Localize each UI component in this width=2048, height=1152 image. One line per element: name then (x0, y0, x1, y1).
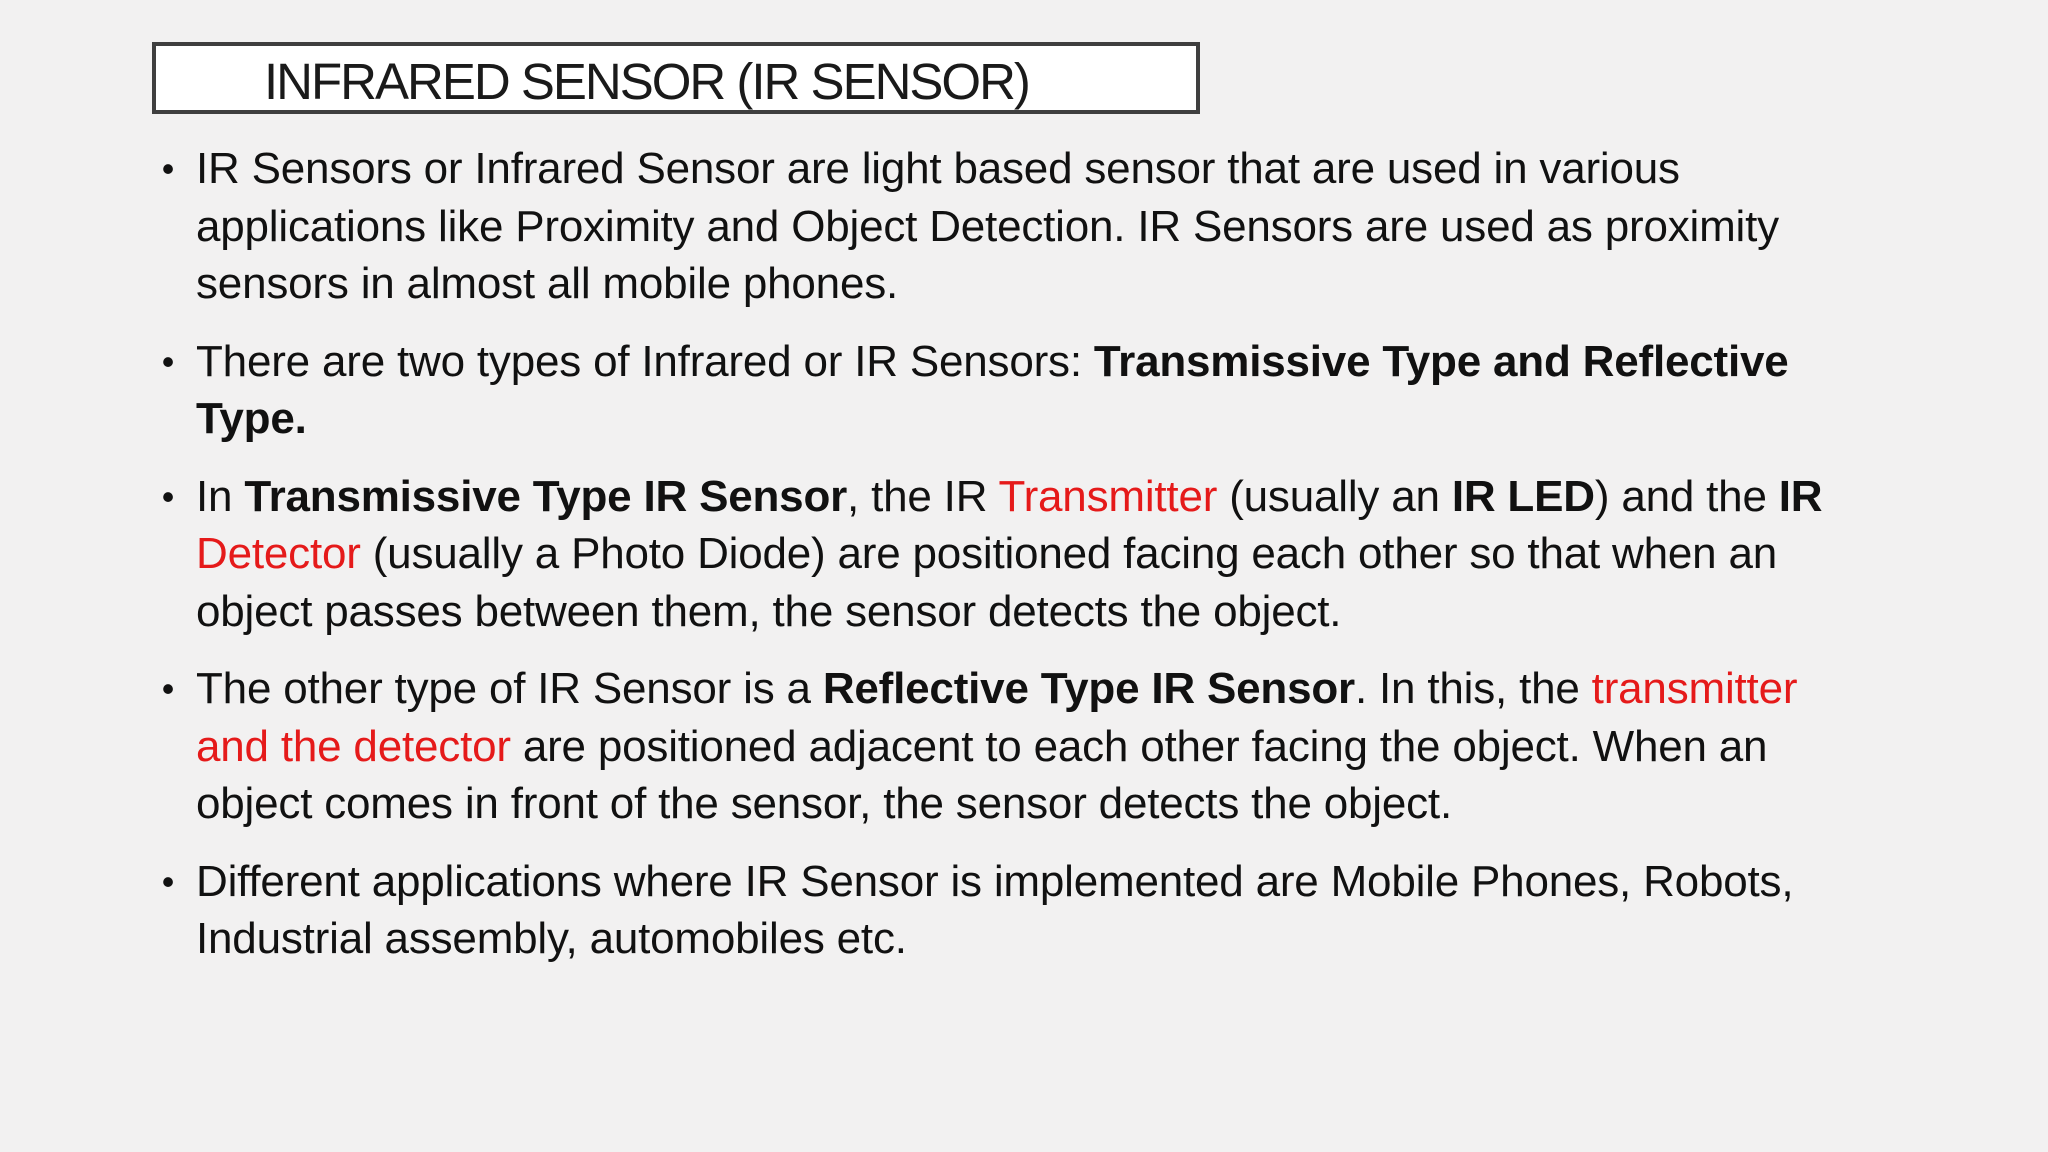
bullet-text: Different applications where IR Sensor is implemented are Mobile Phones, Robots, Industrial assembly, automobiles etc. (196, 856, 1794, 963)
bullet-list (152, 140, 1872, 988)
bullet-marker: • (161, 340, 175, 382)
bullet-text: There are two types of Infrared or IR Sensors: (196, 336, 1094, 386)
bullet-marker: • (161, 860, 175, 902)
bullet-text: . In this, the (1354, 664, 1592, 713)
bullet-text-bold: Transmissive Type and Reflective Type. (196, 336, 1789, 443)
bullet-marker: • (161, 668, 175, 709)
bullet-item (152, 468, 1872, 641)
bullet-text-highlight: Detector (196, 529, 361, 578)
bullet-text: are positioned adjacent to each other facing the object. When an object comes in front of the sensor, the sensor detects the object. (196, 721, 1768, 828)
bullet-item (152, 660, 1872, 833)
bullet-item (152, 853, 1872, 968)
bullet-item (152, 333, 1872, 448)
bullet-text-bold: Transmissive Type IR Sensor (244, 471, 848, 521)
bullet-text-bold: IR LED (1451, 471, 1595, 521)
bullet-text: In (196, 471, 245, 521)
title-box (152, 42, 1200, 114)
bullet-text-bold: IR (1778, 471, 1823, 521)
bullet-text: (usually an (1217, 471, 1452, 521)
slide-title: INFRARED SENSOR (IR SENSOR) (264, 53, 1029, 110)
bullet-text: ) and the (1594, 471, 1779, 521)
bullet-text: IR Sensors or Infrared Sensor are light based sensor that are used in various applications like Proximity and Object Detection. IR Sensors are used as proximity sensors in almost all mobile phones. (196, 144, 1779, 308)
bullet-text: The other type of IR Sensor is a (196, 664, 823, 713)
bullet-text-bold: Reflective Type IR Sensor (822, 664, 1355, 713)
bullet-text-highlight: transmitter and the detector (196, 664, 1798, 771)
bullet-item (152, 140, 1872, 313)
bullet-marker: • (161, 148, 175, 189)
bullet-text-highlight: Transmitter (998, 471, 1218, 521)
bullet-text: (usually a Photo Diode) are positioned facing each other so that when an object passes between them, the sensor detects the object. (196, 529, 1778, 636)
bullet-text: , the IR (847, 471, 999, 521)
bullet-marker: • (161, 475, 175, 517)
